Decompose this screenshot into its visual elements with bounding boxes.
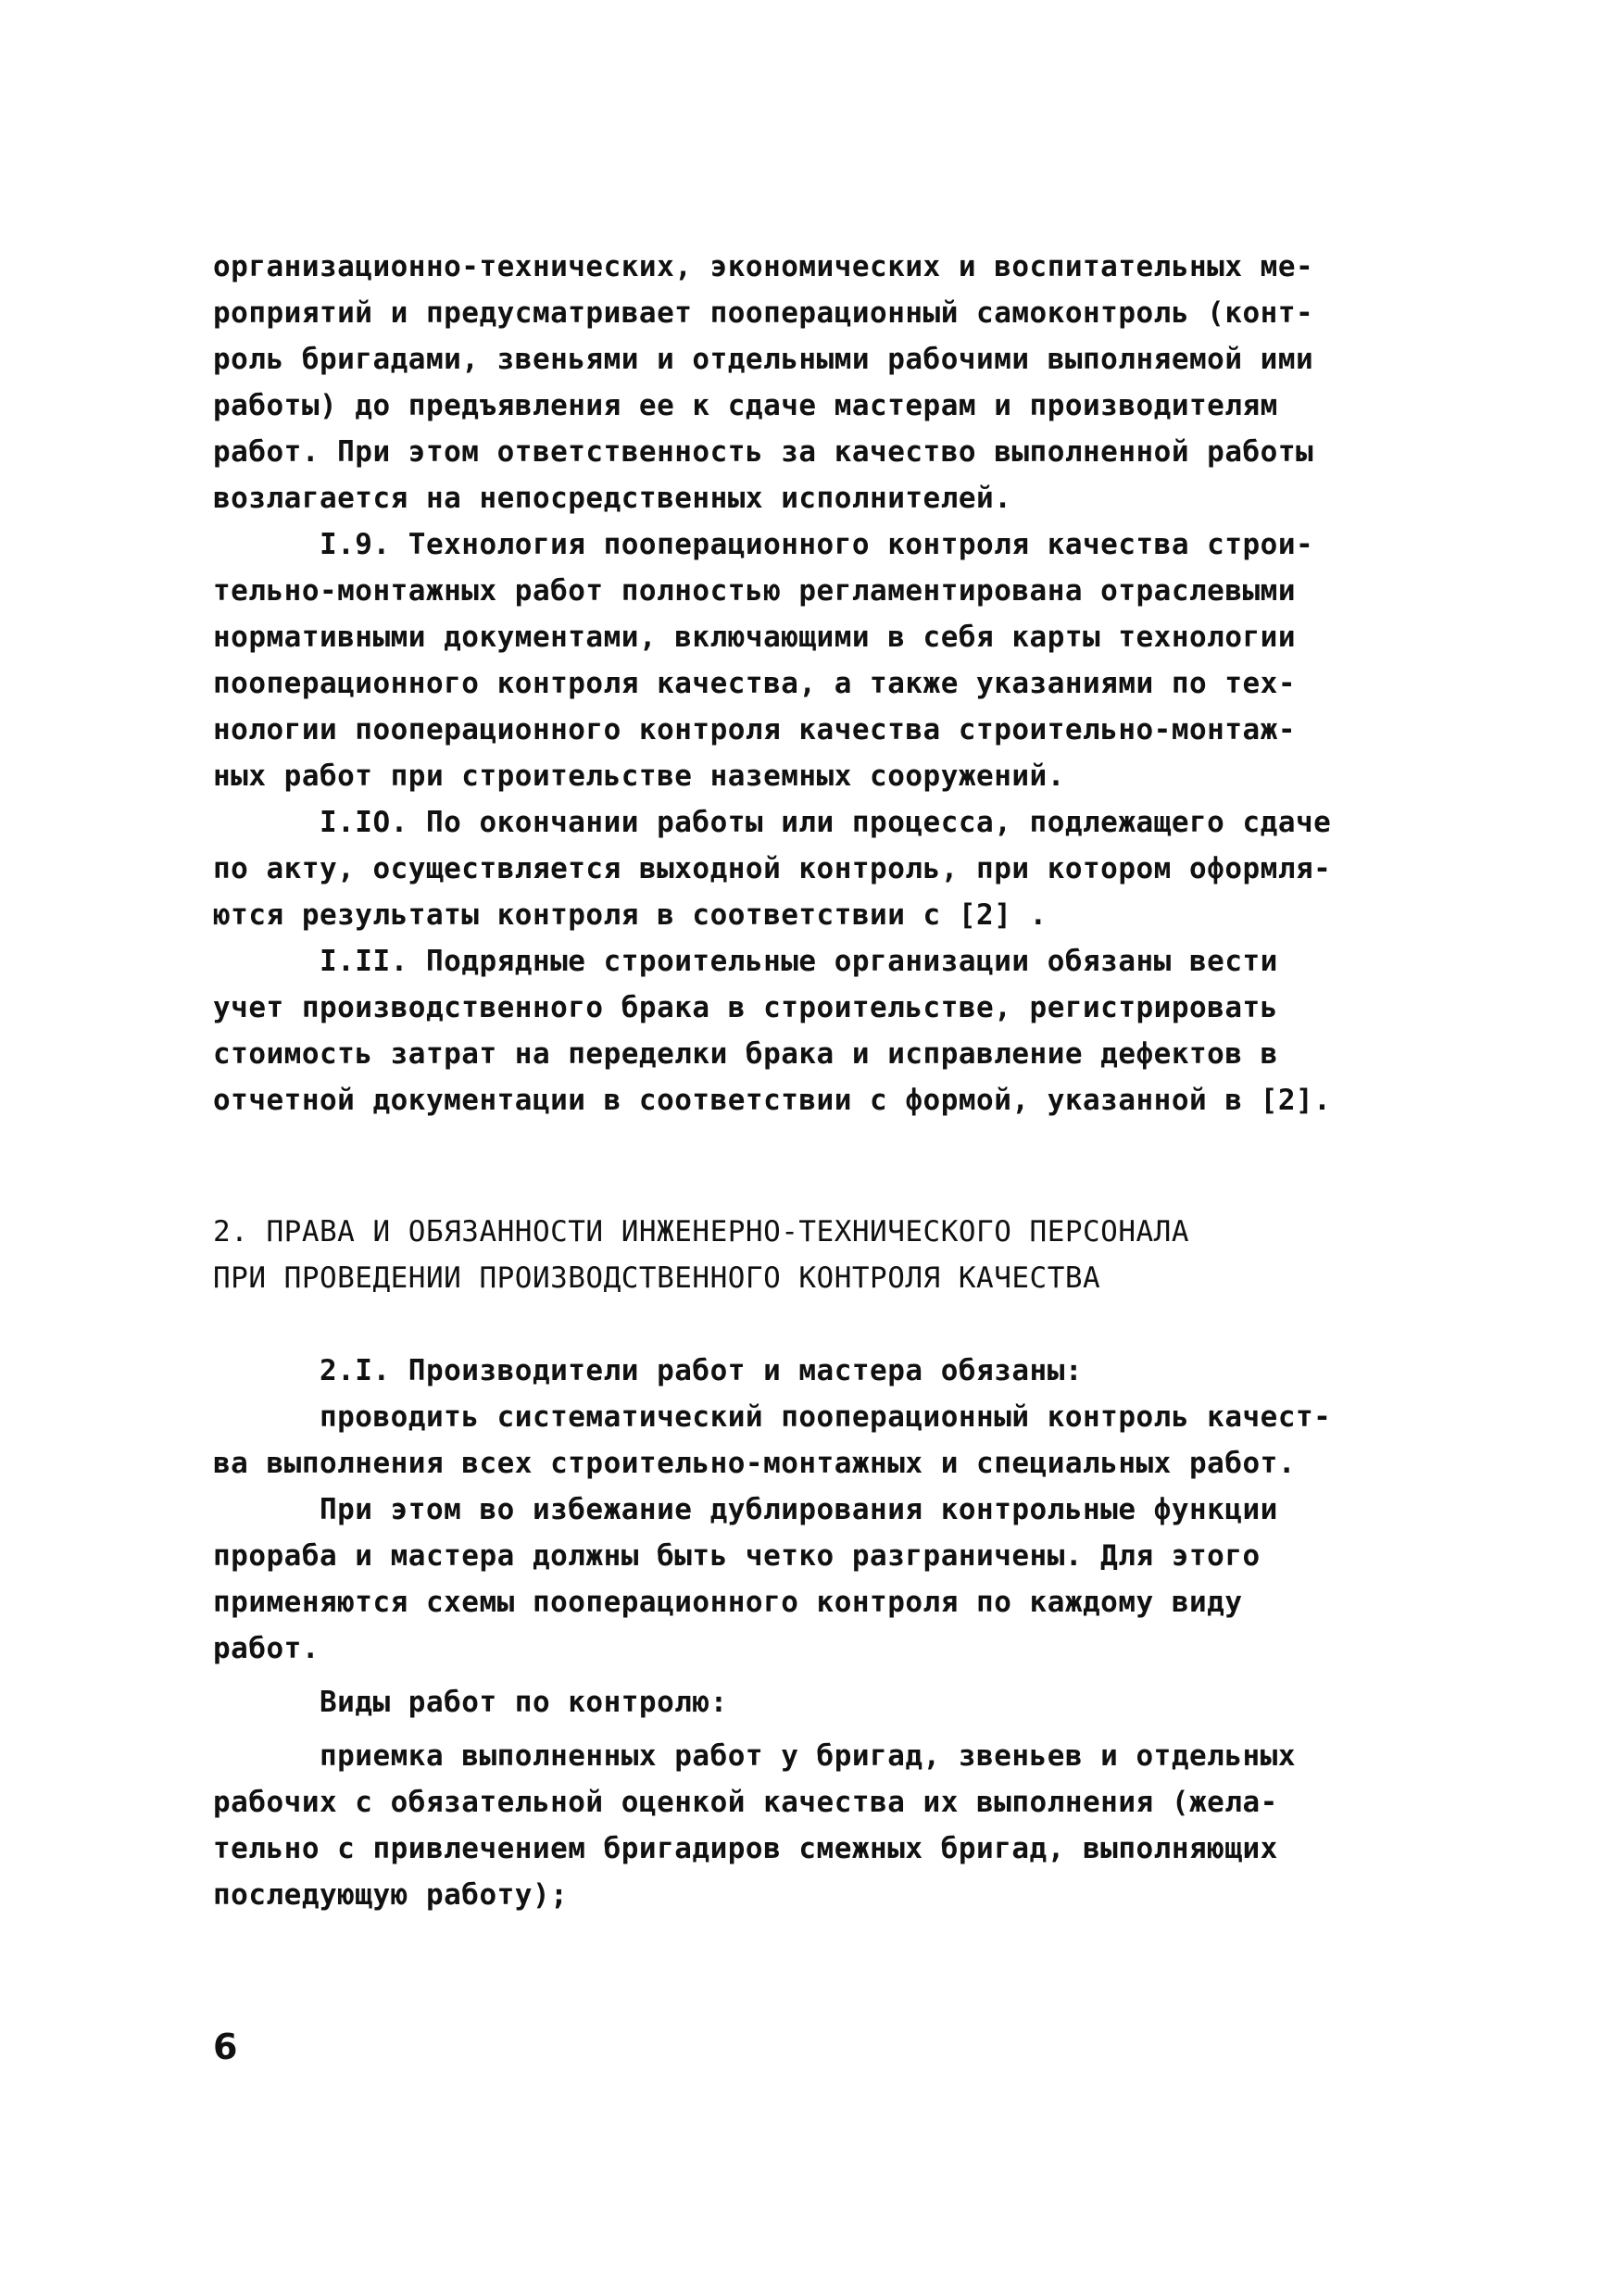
text-line: тельно с привлечением бригадиров смежных бригад, выполняющих <box>213 1832 1278 1865</box>
text-line: роль бригадами, звеньями и отдельными рабочими выполняемой ими <box>213 343 1314 376</box>
section-heading: 2. ПРАВА И ОБЯЗАННОСТИ ИНЖЕНЕРНО-ТЕХНИЧЕСКОГО ПЕРСОНАЛА <box>213 1215 1189 1248</box>
text-line: пооперационного контроля качества, а также указаниями по тех- <box>213 667 1296 700</box>
text-line: прораба и мастера должны быть четко разграничены. Для этого <box>213 1539 1261 1573</box>
text-line: работы) до предъявления ее к сдаче мастерам и производителям <box>213 389 1278 422</box>
text-line: ва выполнения всех строительно-монтажных и специальных работ. <box>213 1447 1296 1480</box>
text-line: При этом во избежание дублирования контрольные функции <box>213 1493 1278 1526</box>
text-line: I.IO. По окончании работы или процесса, подлежащего сдаче <box>213 806 1332 839</box>
text-line: ных работ при строительстве наземных сооружений. <box>213 759 1065 793</box>
text-line: ются результаты контроля в соответствии с [2] . <box>213 898 1048 932</box>
text-line: тельно-монтажных работ полностью регламентирована отраслевыми <box>213 574 1296 608</box>
text-line: нормативными документами, включающими в себя карты технологии <box>213 621 1296 654</box>
text-line: возлагается на непосредственных исполнителей. <box>213 482 1012 515</box>
text-line: рабочих с обязательной оценкой качества их выполнения (жела- <box>213 1786 1278 1819</box>
section-heading: ПРИ ПРОВЕДЕНИИ ПРОИЗВОДСТВЕННОГО КОНТРОЛЯ КАЧЕСТВА <box>213 1261 1101 1295</box>
text-line: по акту, осуществляется выходной контроль, при котором оформля- <box>213 852 1332 885</box>
text-line: работ. При этом ответственность за качество выполненной работы <box>213 435 1314 469</box>
page-number: 6 <box>213 2026 238 2067</box>
text-line: работ. <box>213 1632 320 1665</box>
text-line: отчетной документации в соответствии с формой, указанной в [2]. <box>213 1084 1332 1117</box>
text-line: организационно-технических, экономических и воспитательных ме- <box>213 250 1314 283</box>
text-line: последующую работу); <box>213 1878 569 1912</box>
text-line: Виды работ по контролю: <box>213 1686 728 1719</box>
text-line: применяются схемы пооперационного контроля по каждому виду <box>213 1586 1243 1619</box>
text-line: проводить систематический пооперационный контроль качест- <box>213 1400 1332 1434</box>
text-line: I.9. Технология пооперационного контроля качества строи- <box>213 528 1314 561</box>
text-line: I.II. Подрядные строительные организации обязаны вести <box>213 945 1278 978</box>
text-line: 2.I. Производители работ и мастера обязаны: <box>213 1354 1084 1387</box>
text-line: учет производственного брака в строительстве, регистрировать <box>213 991 1278 1024</box>
text-line: приемка выполненных работ у бригад, звеньев и отдельных <box>213 1739 1296 1773</box>
text-line: роприятий и предусматривает пооперационный самоконтроль (конт- <box>213 296 1314 330</box>
text-line: нологии пооперационного контроля качества строительно-монтаж- <box>213 713 1296 747</box>
text-line: стоимость затрат на переделки брака и исправление дефектов в <box>213 1037 1278 1071</box>
